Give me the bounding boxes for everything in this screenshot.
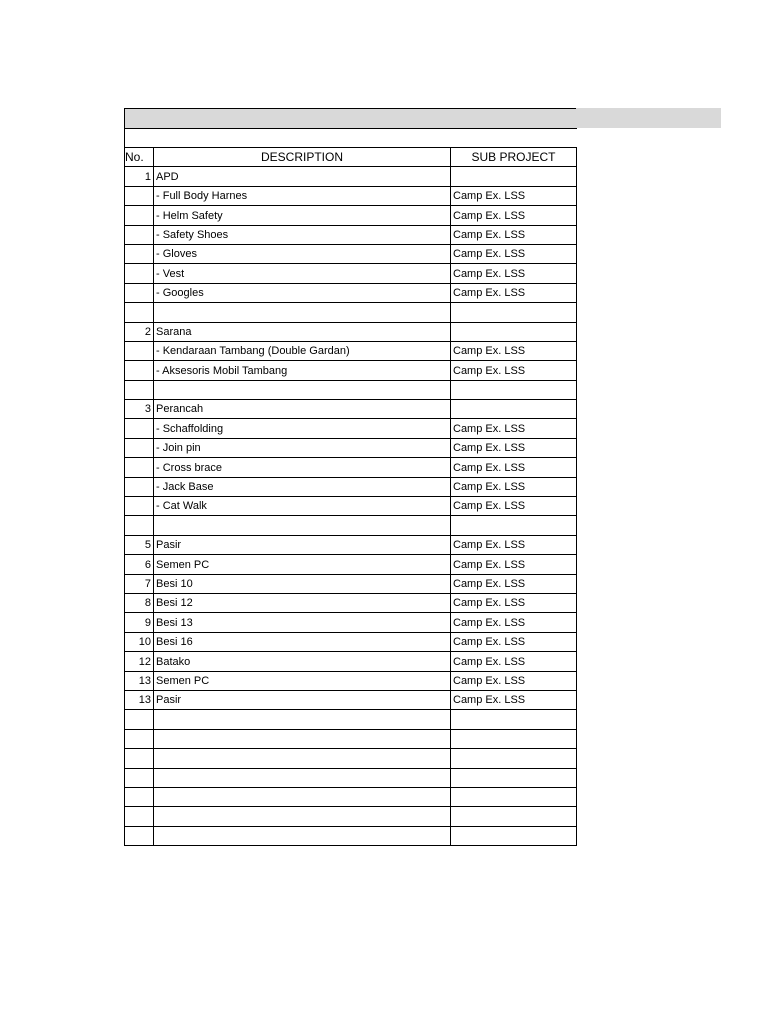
cell-no[interactable] [125,341,154,360]
cell-sub-project[interactable] [451,807,577,826]
table-header-row [125,148,577,167]
cell-description[interactable]: Batako [154,652,451,671]
cell-sub-project[interactable]: Camp Ex. LSS [451,574,577,593]
cell-no[interactable]: 9 [125,613,154,632]
table-row[interactable] [125,225,577,244]
cell-no[interactable]: 5 [125,535,154,554]
cell-description[interactable]: APD [154,167,451,186]
cell-description[interactable]: Besi 13 [154,613,451,632]
cell-no[interactable] [125,380,154,399]
table-row[interactable] [125,535,577,554]
cell-description[interactable] [154,826,451,845]
cell-sub-project[interactable] [451,768,577,787]
cell-no[interactable] [125,807,154,826]
cell-no[interactable] [125,749,154,768]
table-row[interactable] [125,497,577,516]
cell-sub-project[interactable] [451,167,577,186]
cell-sub-project[interactable]: Camp Ex. LSS [451,206,577,225]
cell-no[interactable]: 1 [125,167,154,186]
cell-no[interactable]: 8 [125,593,154,612]
cell-sub-project[interactable] [451,322,577,341]
item-table [124,147,577,846]
cell-description[interactable]: Sarana [154,322,451,341]
cell-description[interactable]: - Cross brace [154,458,451,477]
cell-sub-project[interactable]: Camp Ex. LSS [451,555,577,574]
cell-sub-project[interactable]: Camp Ex. LSS [451,477,577,496]
cell-sub-project[interactable]: Camp Ex. LSS [451,438,577,457]
table-row[interactable] [125,690,577,709]
cell-description[interactable]: Besi 10 [154,574,451,593]
cell-sub-project[interactable]: Camp Ex. LSS [451,244,577,263]
cell-sub-project[interactable] [451,380,577,399]
cell-sub-project[interactable]: Camp Ex. LSS [451,690,577,709]
cell-description[interactable] [154,749,451,768]
cell-no[interactable] [125,710,154,729]
cell-sub-project[interactable] [451,516,577,535]
cell-no[interactable] [125,729,154,748]
table-row[interactable] [125,574,577,593]
cell-description[interactable] [154,710,451,729]
cell-description[interactable]: Pasir [154,690,451,709]
table-row[interactable] [125,303,577,322]
cell-sub-project[interactable] [451,710,577,729]
table-row[interactable] [125,516,577,535]
cell-sub-project[interactable] [451,400,577,419]
cell-sub-project[interactable] [451,826,577,845]
cell-no[interactable] [125,186,154,205]
table-row[interactable] [125,206,577,225]
cell-description[interactable]: - Schaffolding [154,419,451,438]
cell-description[interactable] [154,516,451,535]
cell-no[interactable] [125,516,154,535]
cell-sub-project[interactable]: Camp Ex. LSS [451,632,577,651]
cell-no[interactable]: 6 [125,555,154,574]
header-no: No. [125,148,154,167]
cell-no[interactable] [125,826,154,845]
cell-no[interactable] [125,419,154,438]
table-row[interactable] [125,419,577,438]
table-row[interactable] [125,826,577,845]
table-row[interactable] [125,555,577,574]
cell-description[interactable] [154,729,451,748]
table-row[interactable] [125,749,577,768]
cell-description[interactable]: - Cat Walk [154,497,451,516]
cell-no[interactable] [125,497,154,516]
cell-description[interactable]: - Join pin [154,438,451,457]
cell-description[interactable] [154,787,451,806]
cell-sub-project[interactable]: Camp Ex. LSS [451,593,577,612]
table-row[interactable] [125,186,577,205]
table-row[interactable] [125,400,577,419]
cell-no[interactable]: 2 [125,322,154,341]
cell-description[interactable] [154,380,451,399]
cell-description[interactable]: - Googles [154,283,451,302]
cell-sub-project[interactable]: Camp Ex. LSS [451,225,577,244]
cell-no[interactable] [125,458,154,477]
cell-sub-project[interactable] [451,787,577,806]
table-row[interactable] [125,361,577,380]
cell-sub-project[interactable] [451,303,577,322]
cell-no[interactable] [125,206,154,225]
cell-description[interactable] [154,303,451,322]
cell-description[interactable]: Perancah [154,400,451,419]
header-description: DESCRIPTION [154,148,451,167]
cell-description[interactable]: Semen PC [154,671,451,690]
cell-sub-project[interactable]: Camp Ex. LSS [451,535,577,554]
table-row[interactable] [125,458,577,477]
table-row[interactable] [125,322,577,341]
table-row[interactable] [125,613,577,632]
table-row[interactable] [125,768,577,787]
table-row[interactable] [125,787,577,806]
table-row[interactable] [125,807,577,826]
cell-description[interactable] [154,807,451,826]
cell-no[interactable]: 13 [125,671,154,690]
cell-description[interactable]: - Gloves [154,244,451,263]
cell-description[interactable]: - Jack Base [154,477,451,496]
cell-no[interactable] [125,283,154,302]
cell-no[interactable] [125,438,154,457]
table-row[interactable] [125,632,577,651]
cell-no[interactable]: 7 [125,574,154,593]
table-row[interactable] [125,593,577,612]
cell-sub-project[interactable]: Camp Ex. LSS [451,361,577,380]
table-row[interactable] [125,341,577,360]
cell-sub-project[interactable]: Camp Ex. LSS [451,497,577,516]
cell-sub-project[interactable]: Camp Ex. LSS [451,458,577,477]
cell-sub-project[interactable]: Camp Ex. LSS [451,671,577,690]
table-row[interactable] [125,167,577,186]
cell-sub-project[interactable] [451,729,577,748]
cell-no[interactable]: 3 [125,400,154,419]
cell-no[interactable] [125,244,154,263]
table-row[interactable] [125,283,577,302]
cell-description[interactable]: - Helm Safety [154,206,451,225]
table-row[interactable] [125,380,577,399]
table-row[interactable] [125,729,577,748]
cell-no[interactable] [125,477,154,496]
cell-sub-project[interactable] [451,749,577,768]
cell-sub-project[interactable]: Camp Ex. LSS [451,652,577,671]
cell-description[interactable]: Semen PC [154,555,451,574]
cell-description[interactable]: - Safety Shoes [154,225,451,244]
cell-no[interactable] [125,303,154,322]
table-row[interactable] [125,710,577,729]
cell-sub-project[interactable]: Camp Ex. LSS [451,264,577,283]
cell-description[interactable]: Pasir [154,535,451,554]
cell-description[interactable]: Besi 12 [154,593,451,612]
table-row[interactable] [125,438,577,457]
cell-no[interactable] [125,361,154,380]
cell-sub-project[interactable]: Camp Ex. LSS [451,283,577,302]
cell-no[interactable]: 12 [125,652,154,671]
cell-no[interactable]: 13 [125,690,154,709]
cell-description[interactable]: - Kendaraan Tambang (Double Gardan) [154,341,451,360]
table-row[interactable] [125,671,577,690]
table-row[interactable] [125,477,577,496]
table-row[interactable] [125,244,577,263]
cell-description[interactable] [154,768,451,787]
cell-sub-project[interactable]: Camp Ex. LSS [451,341,577,360]
cell-description[interactable]: - Full Body Harnes [154,186,451,205]
table-row[interactable] [125,652,577,671]
cell-no[interactable] [125,225,154,244]
header-sub-project: SUB PROJECT [451,148,577,167]
cell-no[interactable] [125,264,154,283]
cell-description[interactable]: - Vest [154,264,451,283]
cell-sub-project[interactable]: Camp Ex. LSS [451,186,577,205]
cell-no[interactable] [125,768,154,787]
title-area [124,108,576,147]
cell-no[interactable] [125,787,154,806]
table-row[interactable] [125,264,577,283]
cell-description[interactable]: - Aksesoris Mobil Tambang [154,361,451,380]
cell-description[interactable]: Besi 16 [154,632,451,651]
cell-sub-project[interactable]: Camp Ex. LSS [451,419,577,438]
cell-sub-project[interactable]: Camp Ex. LSS [451,613,577,632]
cell-no[interactable]: 10 [125,632,154,651]
